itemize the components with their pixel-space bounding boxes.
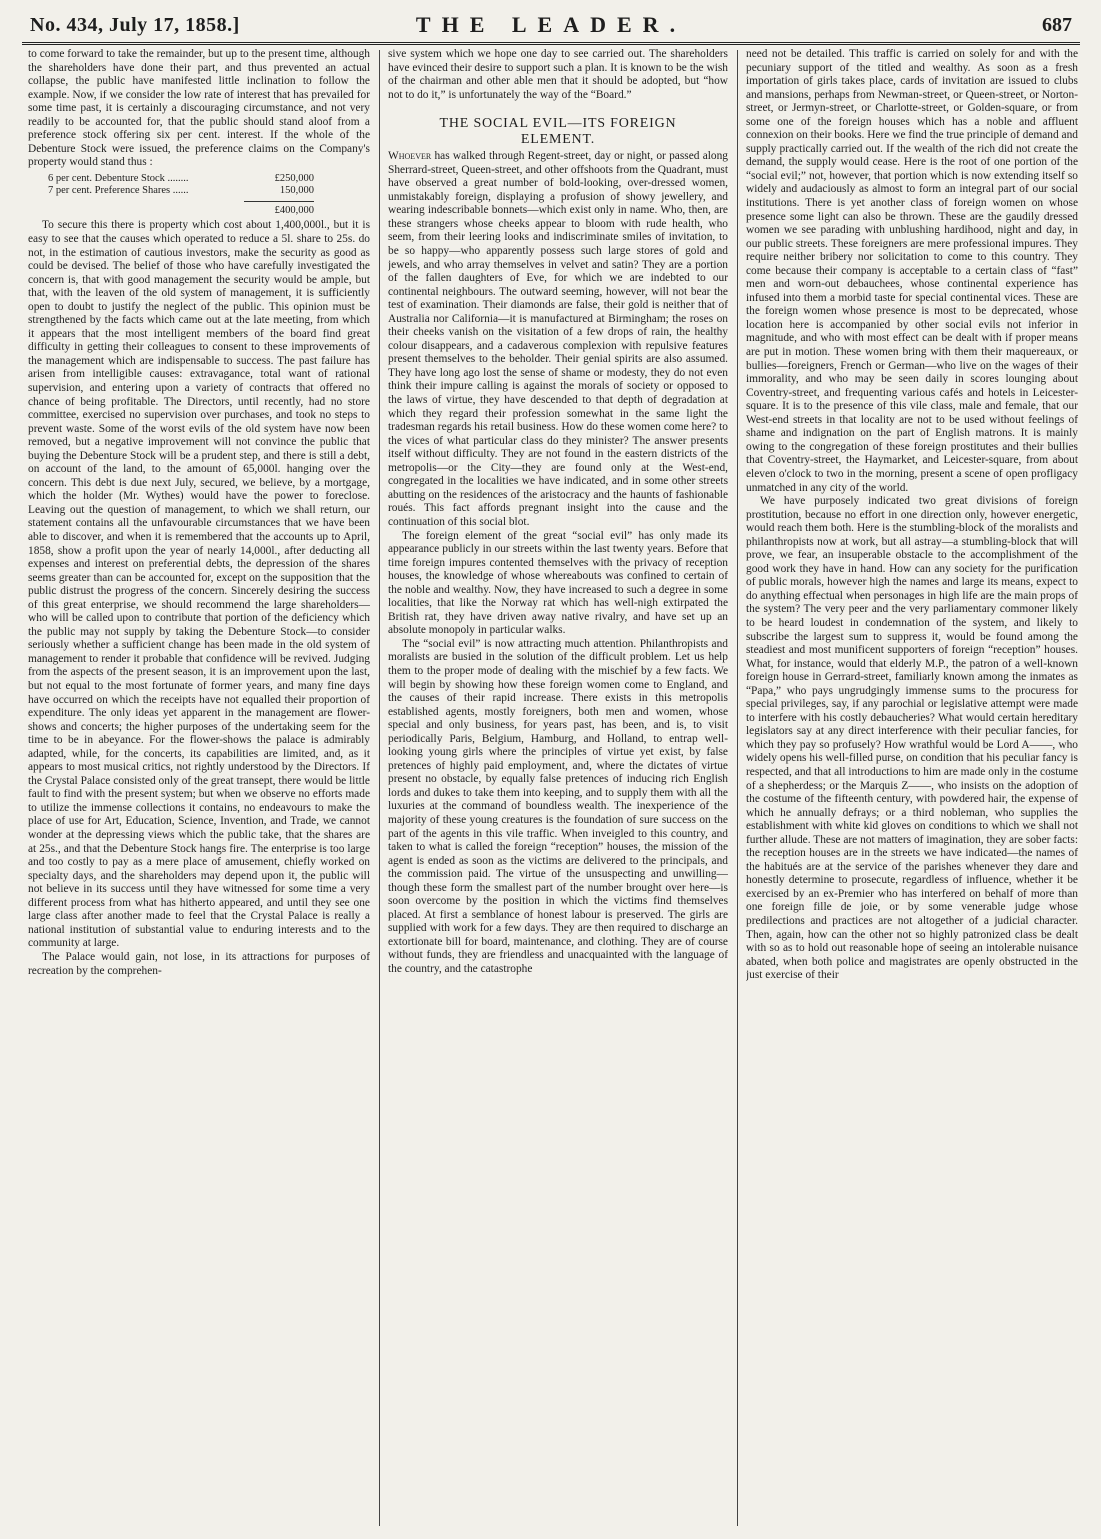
column-1 (28, 48, 370, 1528)
paragraph: To secure this there is property which cost about 1,400,000l., but it is easy to see that the causes which operated to reduce a 5l. share to 25s. do not, in the estimation of cautious investors, make the security as good as could be devised. The belief of those who have carefully investigated the concern is, that with good management the security would be ample, but that, with the leaven of the old system of management, it is sufficiently open to doubt to justify the neglect of the public. This opinion must be strengthened by the facts which came out at the late meeting, from which it appears that the most intelligent members of the board find great difficulty in getting their colleagues to consent to these improvements of the management which are indispensable to success. The past failure has arisen from intelligible causes: extravagance, total want of rational supervision, and entering upon a variety of contracts that offered no chance of being profitable. The Directors, until recently, had no store committee, exercised no supervision over purchases, and took no steps to prevent waste. Some of the worst evils of the old system have now been removed, but a negative improvement will not convince the public that buying the Debenture Stock will be a prudent step, and there is still a debt, on account of the land, to the amount of 65,000l. hanging over the concern. This debt is due next July, secured, we believe, by a mortgage, which the holder (Mr. Wythes) would have the power to foreclose. Leaving out the question of management, to which we shall return, our statement contains all the unfavourable circumstances that we have been able to discover, and when it is remembered that the accounts up to April, 1858, show a profit upon the year of nearly 14,000l., after deducting all expenses and interest on preferential debts, the depression of the shares seems greater than can be accounted for, except on the supposition that the public distrust the progress of the concern. Sincerely desiring the success of this great enterprise, we should recommend the large shareholders—who will be called upon to contribute that portion of the deficiency which the public may not supply by taking the Debenture Stock—to consider seriously whether a sufficient change has been made in the old system of management to render it probable that confidence will be revived. Judging from the aspects of the present season, it is an improvement upon the last, but not equal to the most fortunate of former years, and many fine days have occurred on which the receipts have not equalled their proportion of expenditure. The only ideas yet apparent in the management are flower-shows and concerts; the higher purposes of the undertaking seem for the time to be in abeyance. For the flower-shows the palace is admirably adapted, while, for the concerts, its capabilities are limited, and, as it appears to most musical critics, not rightly understood by the Directors. If the Crystal Palace consisted only of the great transept, there would be little fault to find with the present system; but when we observe no efforts made to utilize the immense collections it contains, no endeavours to make the place of use for Art, Education, Science, Invention, and Trade, we cannot wonder at the depressing views which the public take, that the shares are at 25s., and that the Debenture Stock hangs fire. The enterprise is too large and too costly to pay as a mere place of amusement, chiefly worked on specialty days, and the shareholders may depend upon it, the public will not believe in its success until they have witnessed for some time a very different process from what has hitherto appeared, and until they see one large class after another made to feel that the Crystal Palace is really a national institution of substantial value to enduring interests and to the community at large. (28, 219, 370, 950)
page-number: 687 (1042, 14, 1072, 36)
paragraph: The “social evil” is now attracting much attention. Philanthropists and moralists are busied in the solution of the difficult problem. Let us help them to the proper mode of dealing with the mischief by a few facts. We will begin by showing how these foreign women come to England, and the causes of their rapid increase. There exists in this metropolis established agents, mostly foreigners, both men and women, whose special and only business, for years past, has been, and is, to visit periodically Paris, Belgium, Hamburg, and Holland, to entrap well-looking young girls where the principles of virtue yet exist, by false pretences of highly paid employment, and, where the dictates of virtue present no obstacle, by equally false pretences of inducing rich English lords and dukes to take them into keeping, and to supply them with all the luxuries at the command of boundless wealth. The inexperience of the majority of these young creatures is the foundation of sure success on the part of the agents in this vile traffic. When inveigled to this country, and taken to what is called the foreign “reception” houses, the mission of the agent is ended as soon as the victims are delivered to the principals, and the commission paid. The virtue of the unsuspecting and unwilling—though these form the smallest part of the number brought over here—is soon overcome by the position in which the victims find themselves placed. At first a semblance of honest labour is preserved. The girls are supplied with work for a few days. They are then required to discharge an extortionate bill for board, maintenance, and clothing. They are of course without funds, they are friendless and unacquainted with the language of the country, and the catastrophe (388, 637, 728, 975)
stock-amount: 150,000 (279, 185, 314, 197)
paragraph: The foreign element of the great “social evil” has only made its appearance publicly in our streets within the last twenty years. Before that time foreign impures contented themselves with the privacy of reception houses, the knowledge of whose whereabouts was confined to certain of the noble and wealthy. Now, they have increased to such a degree in some localities, that like the Norway rat which has well-nigh extirpated the British rat, they have driven away native rivalry, and have set up an absolute monopoly in particular walks. (388, 529, 728, 637)
column-2 (388, 48, 728, 1528)
stock-label: 7 per cent. Preference Shares ...... (48, 185, 189, 197)
column-rule (737, 50, 738, 1526)
paragraph-text: has walked through Regent-street, day or night, or passed along Sherrard-street, Queen-street, and other offshoots from the Quadrant, must have observed a great number of bold-looking, over-dressed women, unmistakably foreign, displaying a profusion of showy jewellery, and wearing indescribable bonnets—which exist only in name. Who, then, are these strangers whose cheeks appear to bloom with rude health, who seem, from their leering looks and indiscriminate smiles of invitation, to be so happy—who apparently possess such large stores of gold and jewels, and who array themselves in velvet and satin? They are a portion of the fallen daughters of Eve, for which we are indebted to our continental neighbours. The outward seeming, however, will not bear the test of examination. Their diamonds are false, their gold is neither that of Australia nor California—it is manufactured at Birmingham; the roses on their cheeks vanish on the visitation of a few drops of rain, the healthy colour disappears, and a cadaverous complexion with repulsive features present themselves to the beholder. Their genial spirits are also assumed. They have long ago lost the sense of shame or modesty, they do not even think their impure calling is against the morals of society or opposed to the laws of virtue, they have descended to that depth of degradation at which they regard their profession somewhat in the same light the tradesman regards his retail business. How do these women come here? to the vices of what particular class do they minister? The answer presents itself without difficulty. They are not found in the eastern districts of the metropolis—or the City—they are found only at the West-end, congregated in the localities we have indicated, and in some other streets abutting on the residences of the aristocracy and the haunts of fashionable roués. This fact affords pregnant insight into the cause and the continuation of this social blot. (388, 150, 728, 528)
paragraph: sive system which we hope one day to see carried out. The shareholders have evinced their desire to support such a plan. It is known to be the wish of the chairman and other able men that it should be adopted, but “how not to do it,” is unfortunately the way of the “Board.” (388, 48, 728, 101)
paragraph: to come forward to take the remainder, but up to the present time, although the shareholders have done their part, and thus prevented an actual collapse, the public have manifested little inclination to follow the example. Now, if we consider the low rate of interest that has prevailed for some time past, it is certainly a discouraging circumstance, and not very readily to be accounted for, that the public should stand aloof from a preference stock offering six per cent. interest. If the whole of the Debenture Stock were issued, the preference claims on the Company's property would stand thus : (28, 48, 370, 169)
column-rule (379, 50, 380, 1526)
stock-label: 6 per cent. Debenture Stock ........ (48, 172, 189, 184)
masthead (22, 8, 1080, 45)
stock-row (48, 173, 370, 186)
heading-line: ELEMENT. (520, 132, 596, 148)
stock-amount: £250,000 (274, 172, 314, 184)
stock-row (48, 185, 370, 198)
column-3 (746, 48, 1078, 1528)
stock-table (48, 173, 370, 218)
paragraph: The Palace would gain, not lose, in its attractions for purposes of recreation by the comprehen- (28, 950, 370, 977)
paragraph: need not be detailed. This traffic is carried on solely for and with the pecuniary support of the titled and wealthy. As soon as a fresh importation of girls takes place, cards of invitation are issued to clubs and mansions, perhaps from Newman-street, or Queen-street, or Norton-street, or Jermyn-street, or Charlotte-street, or Golden-square, or from some one of the foreign houses which has a noble and affluent connexion on their books. Here we find the true principle of demand and supply practically carried out. If the wealth of the rich did not create the demand, the supply would cease. Here is the root of one portion of the “social evil;” not, however, that portion which is now extending itself so widely and audaciously as almost to form an integral part of our social institutions. There is yet another class of foreign women on whose presence some light can also be thrown. These are the gaudily dressed women we see parading with unblushing hardihood, night and day, in our public streets. These foreigners are mere professional impures. They require neither bribery nor solicitation to come to this country. They come because their company is acceptable to a certain class of “fast” men and worn-out debauchees, whose continental experience has infused into them a morbid taste for special continental vices. These are the foreign women whose presence is most to be deprecated, whose location here is accompanied by other social evils not inferior in magnitude, and who with most effect can be dealt with if proper means are put in motion. These women bring with them their maquereaux, or bullies—foreigners, French or German—who live on the wages of their immorality, and who may be seen daily in scores lounging about Coventry-street, and frequenting various cafés and hotels in Leicester-square. It is to the presence of this vile class, male and female, that our West-end streets in that locality are not to be used without feelings of shame and indignation on the part of English matrons. It is mainly owing to the congregation of these foreign prostitutes and their bullies that Coventry-street, the Haymarket, and Leicester-square, from about eleven o'clock to two in the morning, present a scene of open profligacy unmatched in any city of the world. (746, 48, 1078, 494)
newspaper-page (22, 8, 1080, 1533)
paragraph (388, 150, 728, 529)
heading-line: THE SOCIAL EVIL—ITS FOREIGN (439, 116, 677, 132)
paragraph: We have purposely indicated two great divisions of foreign prostitution, because no effort in one direction only, however energetic, would reach them both. Here is the stumbling-block of the moralists and philanthropists now at work, but all astray—a stumbling-block that will prove, we fear, an insuperable obstacle to the accomplishment of the good work they have in hand. How can any society for the purification of public morals, however high the names and large its means, expect to do anything effectual when personages in high life are the main props of the system? The very peer and the very parliamentary commoner likely to be heard loudest in condemnation of the system, and likely to subscribe the largest sum to suppress it, would be found among the steadiest and most munificent supporters of foreign “reception” houses. What, for instance, would that elderly M.P., the patron of a well-known foreign house in Gerrard-street, familiarly known among the inmates as “Papa,” who pays ungrudgingly immense sums to the procuress for special privileges, say, if any parochial or legislative attempt were made to interfere with his costly debaucheries? What would certain hereditary legislators say at any direct interference with their peculiar fancies, for which they pay so profusely? How wrathful would be Lord A——, who widely opens his well-filled purse, on condition that his peculiar fancy is respected, and that all introductions to him are made only in the costume of a shepherdess; or the Marquis Z——, who insists on the adoption of the costume of the fifteenth century, with powdered hair, the expense of which he annually defrays; or a third nobleman, who supplies the establishment with white kid gloves on conditions to which we shall not further allude. These are not matters of imagination, they are sober facts: the reception houses are in the streets we have indicated—the names of the habitués are at the service of the parishes whenever they dare and honestly determine to prosecute, regardless of influence, whether it be exercised by an ex-Premier who has interfered on behalf of more than one foreign fille de joie, or by some venerable judge whose predilections and practices are not altogether of a judicial character. Then, again, how can the other not so highly patronized class be dealt with so as to hold out reasonable hope of seeing an intolerable nuisance abated, when both police and magistrates are openly obstructed in the just exercise of their (746, 495, 1078, 982)
issue-date: No. 434, July 17, 1858.] (30, 14, 240, 36)
newspaper-title: THE LEADER. (415, 12, 687, 37)
article-heading (388, 116, 728, 148)
stock-total: £400,000 (244, 201, 314, 218)
lead-word: Whoever (388, 150, 432, 163)
